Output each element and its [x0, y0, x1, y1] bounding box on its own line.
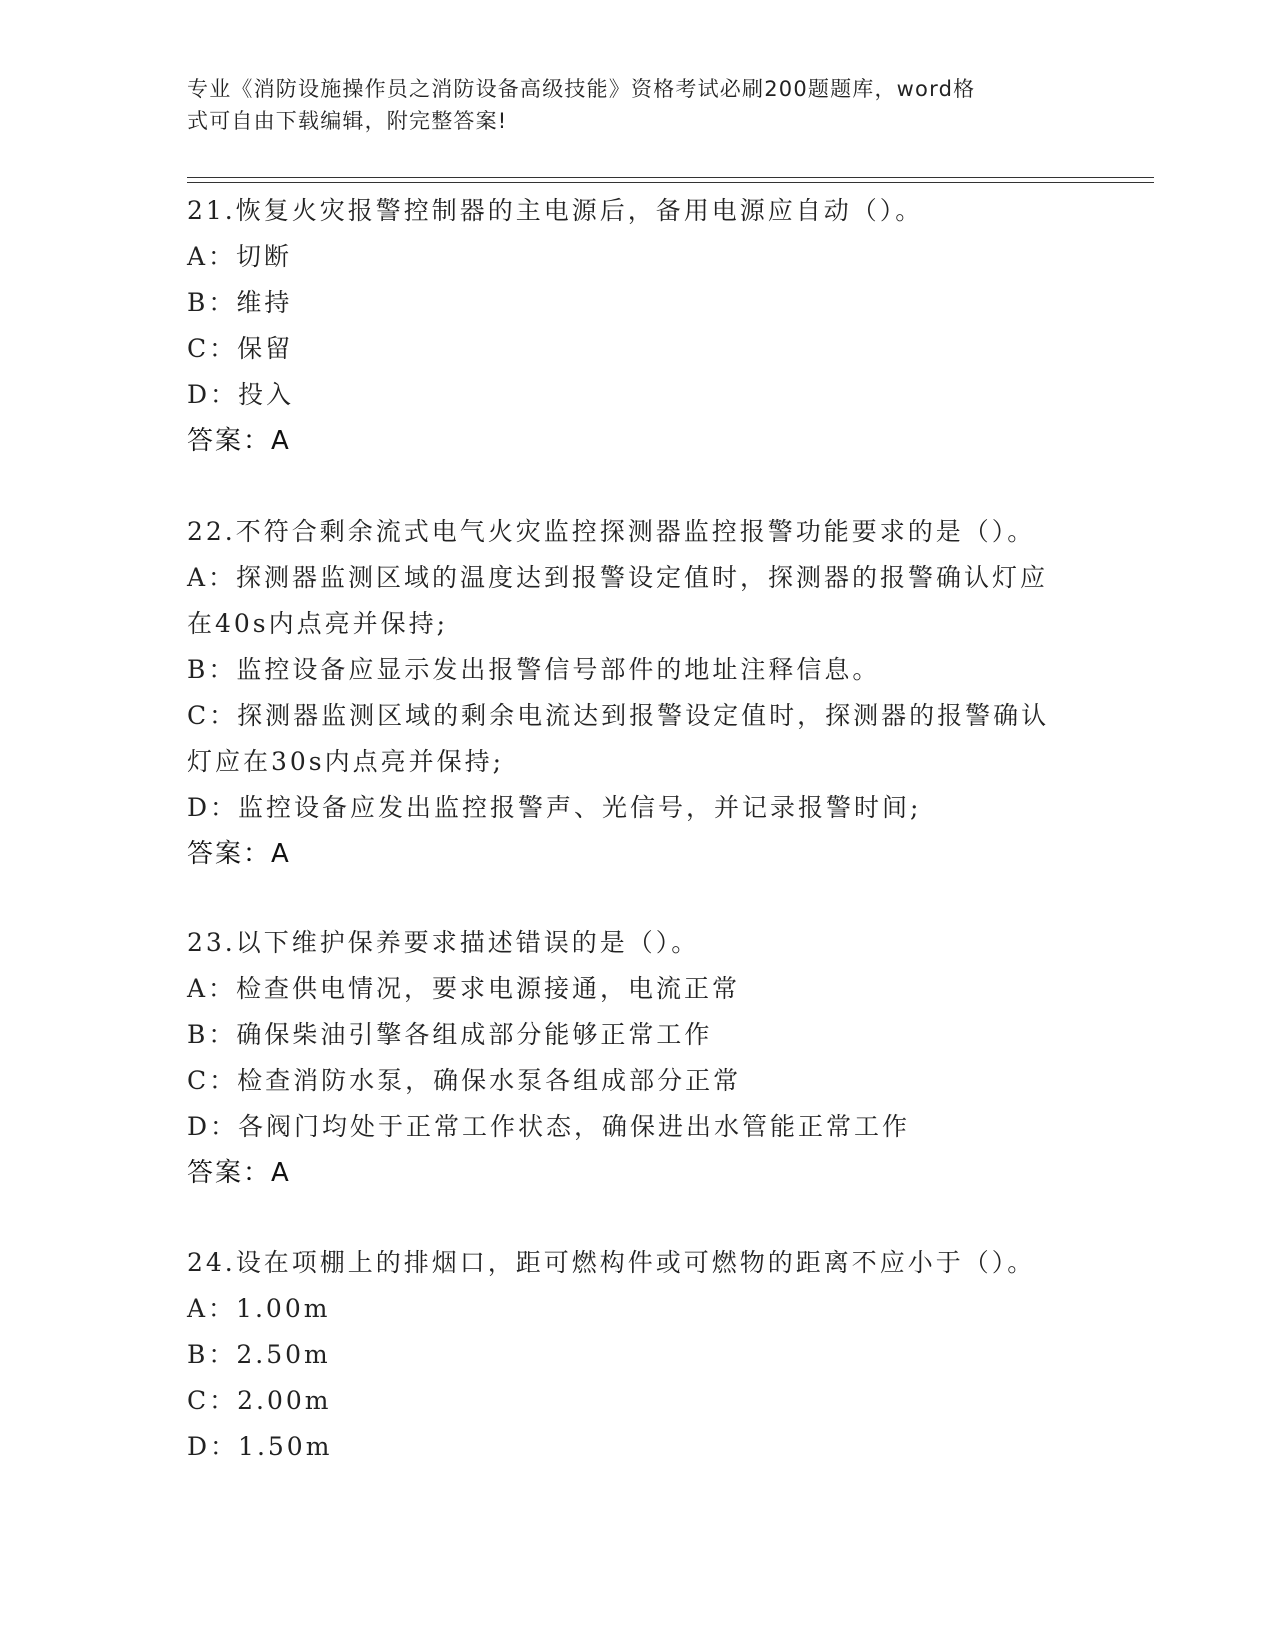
header-title-line-2: 式可自由下载编辑，附完整答案! — [187, 109, 508, 133]
question-22 — [187, 509, 1087, 877]
question-23 — [187, 920, 1087, 1196]
header-divider-bottom — [187, 182, 1154, 183]
question-24 — [187, 1240, 1087, 1470]
option-a-line-2: 在40s内点亮并保持; — [187, 609, 449, 638]
answer-text: 答案：A — [187, 426, 291, 456]
question-stem: 23.以下维护保养要求描述错误的是（）。 — [187, 928, 700, 957]
answer-text: 答案：A — [187, 839, 291, 869]
option-b: B：2.50m — [187, 1340, 331, 1369]
question-stem: 21.恢复火灾报警控制器的主电源后，备用电源应自动（）。 — [187, 196, 924, 225]
option-b: B：确保柴油引擎各组成部分能够正常工作 — [187, 1020, 713, 1049]
header-title-line-1: 专业《消防设施操作员之消防设备高级技能》资格考试必刷200题题库，word格 — [187, 77, 976, 101]
option-c-line-2: 灯应在30s内点亮并保持; — [187, 747, 505, 776]
option-d: D：投入 — [187, 380, 295, 409]
document-header — [187, 73, 1067, 137]
question-21 — [187, 188, 1087, 464]
option-d: D：监控设备应发出监控报警声、光信号，并记录报警时间; — [187, 793, 922, 822]
option-a-line-1: A：探测器监测区域的温度达到报警设定值时，探测器的报警确认灯应 — [187, 563, 1049, 592]
header-divider-top — [187, 177, 1154, 178]
option-c: C：保留 — [187, 334, 294, 363]
option-c: C：检查消防水泵，确保水泵各组成部分正常 — [187, 1066, 742, 1095]
option-a: A：切断 — [187, 242, 293, 271]
question-stem: 22.不符合剩余流式电气火灾监控探测器监控报警功能要求的是（）。 — [187, 517, 1036, 546]
option-a: A：检查供电情况，要求电源接通，电流正常 — [187, 974, 741, 1003]
option-c: C：2.00m — [187, 1386, 332, 1415]
question-stem: 24.设在项棚上的排烟口，距可燃构件或可燃物的距离不应小于（）。 — [187, 1248, 1036, 1277]
option-b: B：维持 — [187, 288, 293, 317]
option-d: D：1.50m — [187, 1432, 333, 1461]
option-b: B：监控设备应显示发出报警信号部件的地址注释信息。 — [187, 655, 881, 684]
option-c-line-1: C：探测器监测区域的剩余电流达到报警设定值时，探测器的报警确认 — [187, 701, 1050, 730]
answer-text: 答案：A — [187, 1158, 291, 1188]
option-a: A：1.00m — [187, 1294, 331, 1323]
option-d: D：各阀门均处于正常工作状态，确保进出水管能正常工作 — [187, 1112, 911, 1141]
